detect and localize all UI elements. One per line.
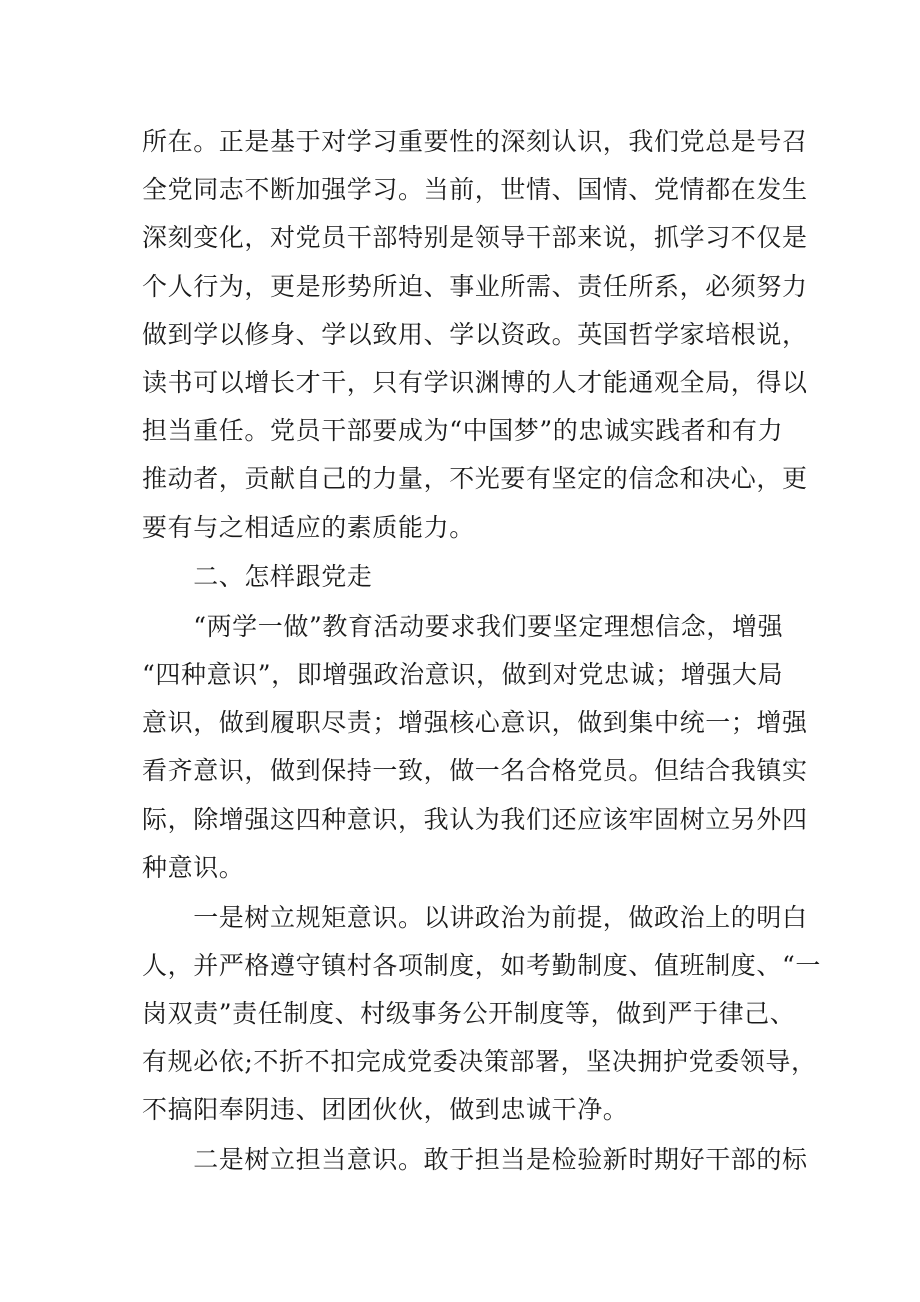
text-line: 所在。正是基于对学习重要性的深刻认识，我们党总是号召 <box>142 127 808 156</box>
text-line: 个人行为，更是形势所迫、事业所需、责任所系，必须努力 <box>142 271 808 301</box>
section-heading: 二、怎样跟党走 <box>142 562 373 592</box>
text-line: 一是树立规矩意识。以讲政治为前提，做政治上的明白 <box>142 902 808 932</box>
text-line: 有规必依;不折不扣完成党委决策部署，坚决拥护党委领导， <box>142 1047 817 1077</box>
text-line: 深刻变化，对党员干部特别是领导干部来说，抓学习不仅是 <box>142 223 808 253</box>
text-line: 岗双责”责任制度、村级事务公开制度等，做到严于律己、 <box>142 998 796 1028</box>
text-line: 担当重任。党员干部要成为“中国梦”的忠诚实践者和有力 <box>142 416 784 446</box>
text-line: 推动者，贡献自己的力量，不光要有坚定的信念和决心，更 <box>142 464 808 494</box>
text-line: 二是树立担当意识。敢于担当是检验新时期好干部的标 <box>142 1144 808 1174</box>
document-body <box>142 118 821 1184</box>
text-line: 意识，做到履职尽责；增强核心意识，做到集中统一；增强 <box>142 708 808 738</box>
text-line: 人，并严格遵守镇村各项制度，如考勤制度、值班制度、“一 <box>142 950 821 980</box>
text-line: 要有与之相适应的素质能力。 <box>142 512 475 542</box>
text-line: “四种意识”，即增强政治意识，做到对党忠诚；增强大局 <box>142 660 784 690</box>
text-line: 种意识。 <box>142 852 245 882</box>
text-line: 际，除增强这四种意识，我认为我们还应该牢固树立另外四 <box>142 804 808 834</box>
text-line: 读书可以增长才干，只有学识渊博的人才能通观全局，得以 <box>142 367 808 397</box>
text-line: 不搞阳奉阴违、团团伙伙，做到忠诚干净。 <box>142 1095 629 1125</box>
text-line: “两学一做”教育活动要求我们要坚定理想信念，增强 <box>142 611 784 641</box>
text-line: 全党同志不断加强学习。当前，世情、国情、党情都在发生 <box>142 175 808 205</box>
text-line: 看齐意识，做到保持一致，做一名合格党员。但结合我镇实 <box>142 756 808 786</box>
text-line: 做到学以修身、学以致用、学以资政。英国哲学家培根说， <box>142 319 808 349</box>
